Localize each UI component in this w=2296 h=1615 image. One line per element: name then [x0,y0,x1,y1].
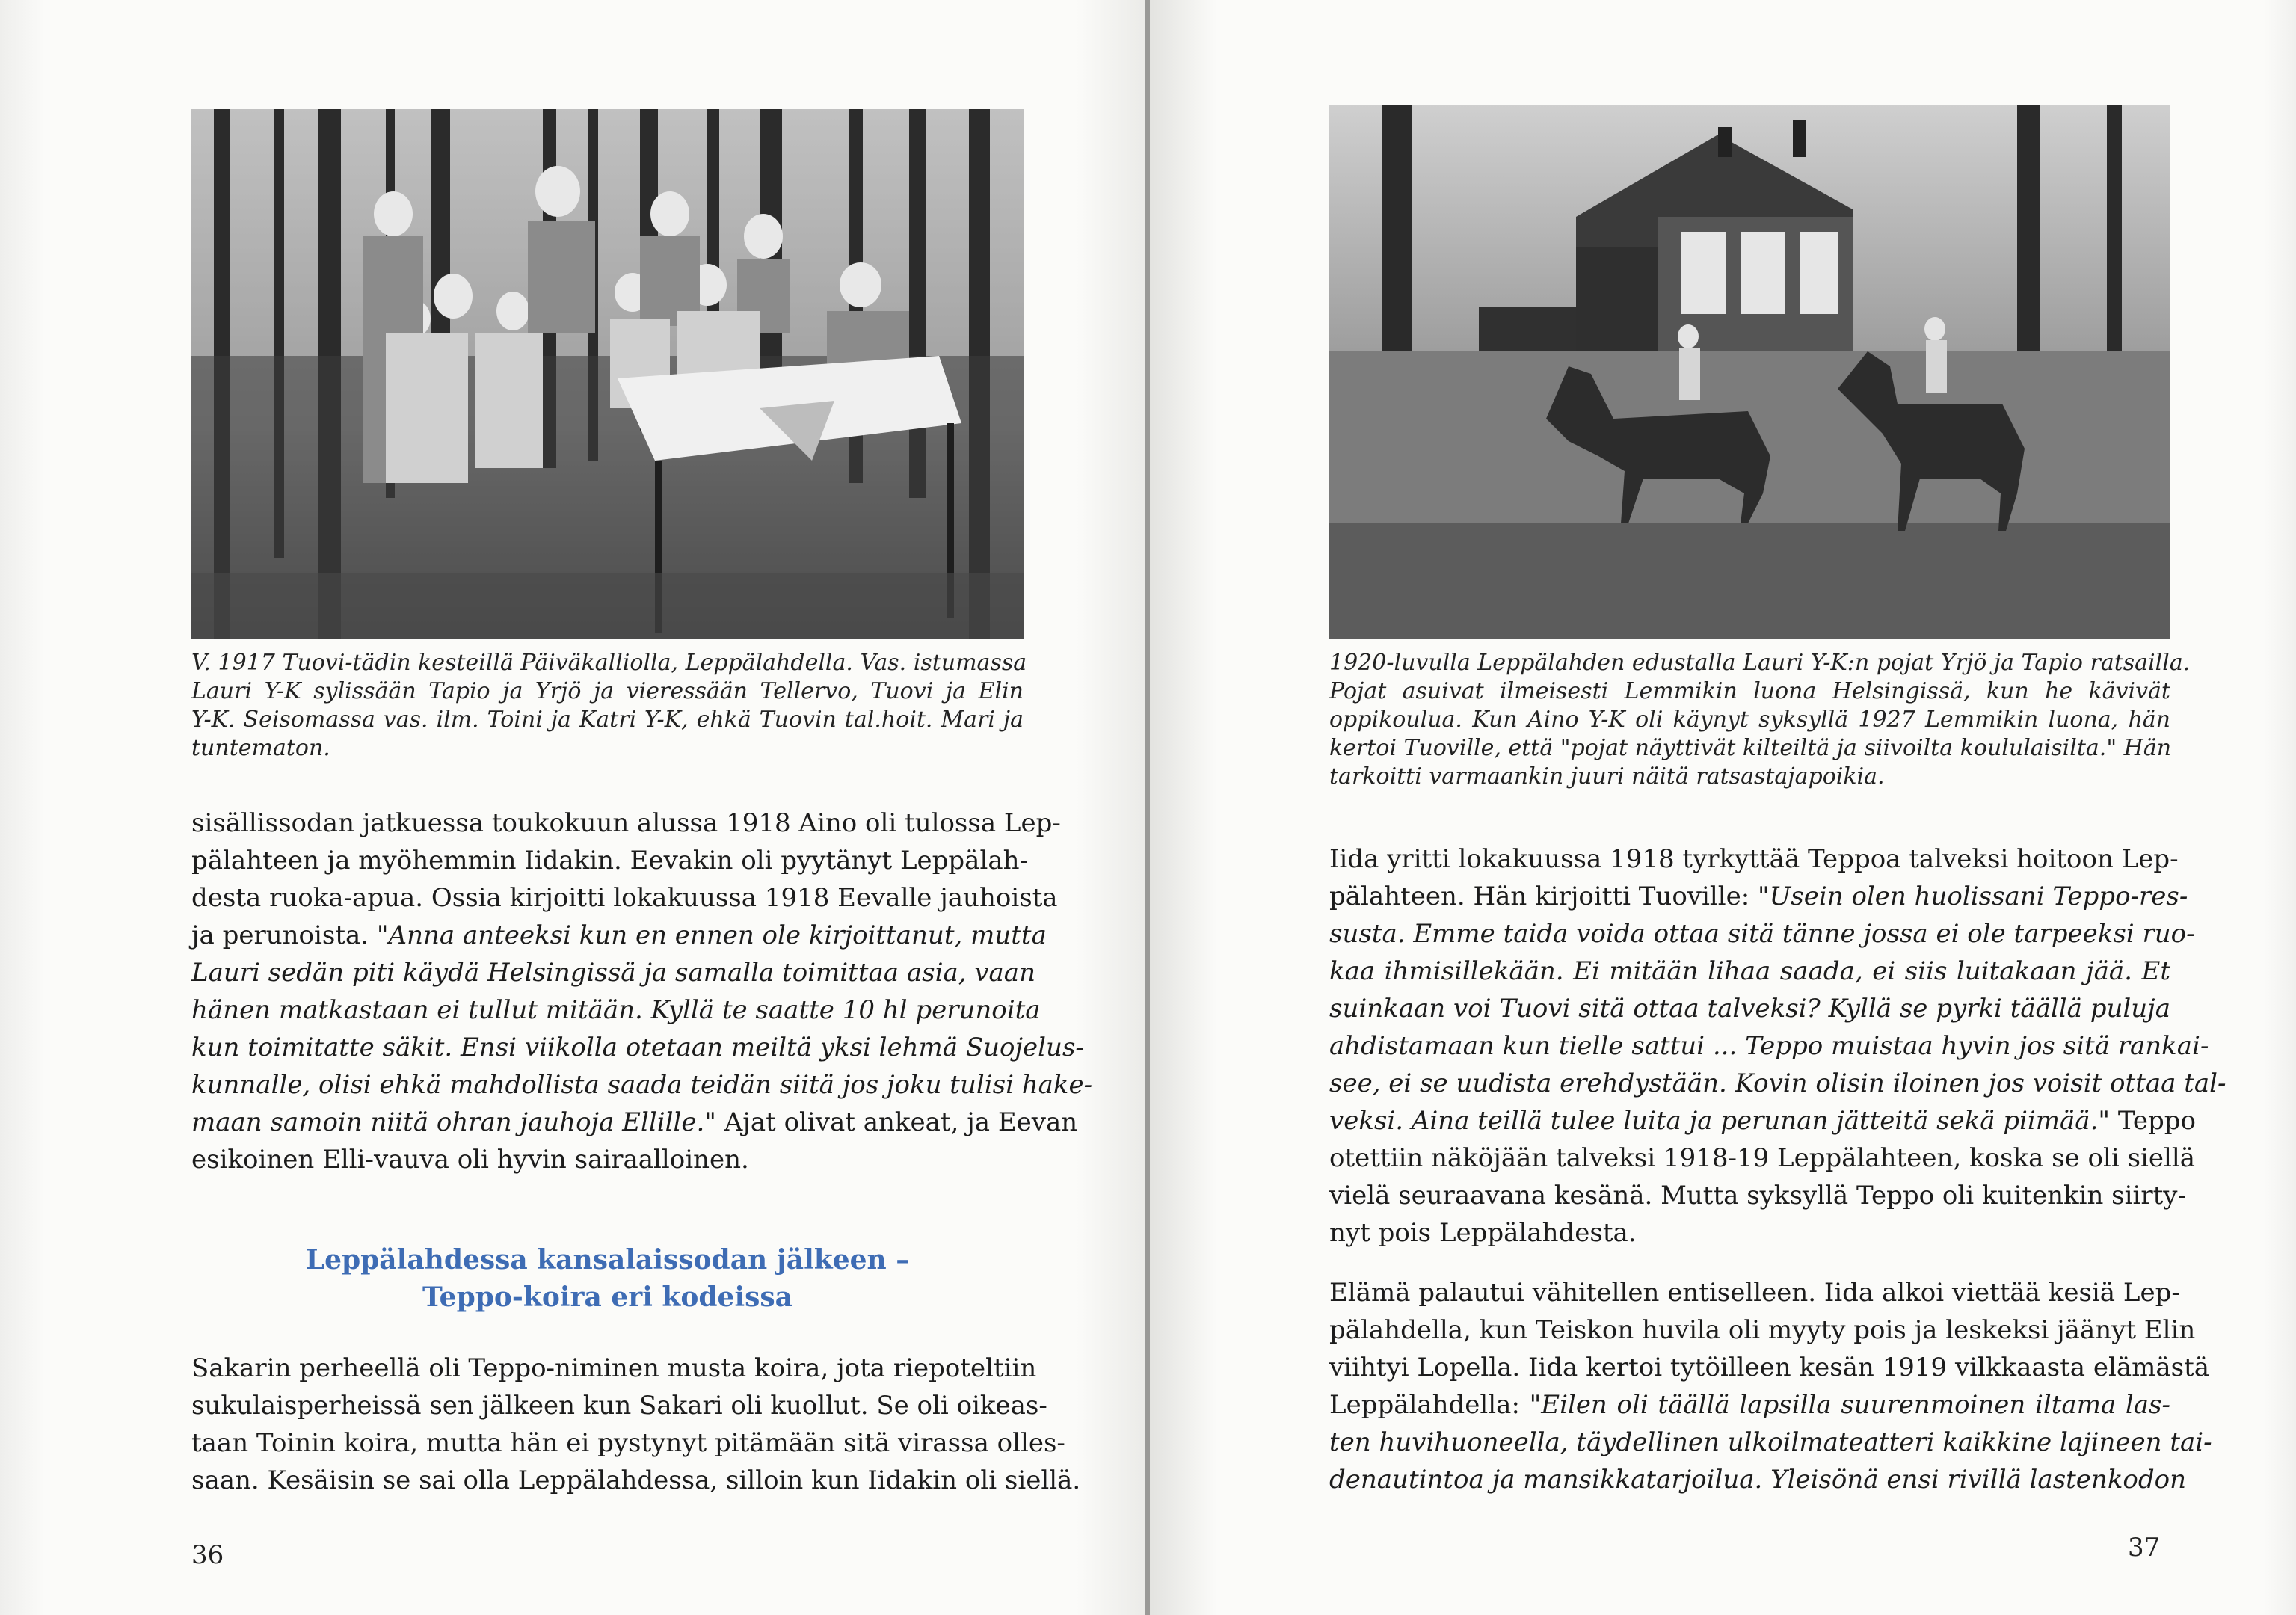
quote-line: denautintoa ja mansikkatarjoilua. Yleisönä ensi rivillä lastenkodon [1329,1465,2187,1495]
text-line: nyt pois Leppälahdesta. [1329,1218,1637,1248]
text-line: taan Toinin koira, mutta hän ei pystynyt pitämään sitä virassa olles- [191,1428,1065,1458]
caption-line: Y-K. Seisomassa vas. ilm. Toini ja Katri Y-K, ehkä Tuovin tal.hoit. Mari ja [191,707,1024,733]
text-line: otettiin näköjään talveksi 1918-19 Leppälahteen, koska se oli siellä [1329,1143,2196,1173]
page-number: 36 [191,1540,224,1570]
text-line [191,917,1047,954]
text-run: Ajat olivat ankeat, ja Eevan [724,1107,1078,1137]
body-paragraph-2 [1329,1274,2212,1498]
text-line: viihtyi Lopella. Iida kertoi tytöilleen kesän 1919 vilkkaasta elämästä [1329,1353,2210,1382]
text-line [1329,878,2188,915]
quote-line: kaa ihmisillekään. Ei mitään lihaa saada, ei siis luitakaan jää. Et [1329,956,2170,986]
text-line [191,1104,1078,1141]
heading-line: Leppälahdessa kansalaissodan jälkeen – [305,1244,910,1276]
quote-line: hänen matkastaan ei tullut mitään. Kyllä te saatte 10 hl perunoita [191,995,1041,1025]
quote-run: "Anna anteeksi kun en ennen ole kirjoittanut, mutta [376,920,1047,950]
caption-line: 1920-luvulla Leppälahden edustalla Lauri Y-K:n pojat Yrjö ja Tapio ratsailla. [1329,650,2191,676]
text-line: esikoinen Elli-vauva oli hyvin sairaalloinen. [191,1145,749,1175]
right-page [1150,0,2296,1615]
text-line: pälahdella, kun Teiskon huvila oli myyty pois ja leskeksi jäänyt Elin [1329,1315,2196,1345]
heading-line: Teppo-koira eri kodeissa [422,1282,792,1313]
page-number: 37 [2128,1533,2161,1563]
horse-riders-photo [1329,105,2170,639]
text-line [1329,1102,2197,1139]
text-line: Sakarin perheellä oli Teppo-niminen musta koira, jota riepoteltiin [191,1353,1037,1383]
text-run: Teppo [2117,1106,2197,1136]
quote-line: kun toimitatte säkit. Ensi viikolla otetaan meiltä yksi lehmä Suojelus- [191,1033,1084,1062]
text-line: pälahteen ja myöhemmin Iidakin. Eevakin oli pyytänyt Leppälah- [191,846,1028,876]
text-line: Iida yritti lokakuussa 1918 tyrkyttää Teppoa talveksi hoitoon Lep- [1329,844,2179,874]
quote-run: maan samoin niitä ohran jauhoja Ellille." [191,1107,716,1137]
caption-line: tarkoitti varmaankin juuri näitä ratsastajapoikia. [1329,763,1885,790]
caption-line: Pojat asuivat ilmeisesti Lemmikin luona Helsingissä, kun he kävivät [1329,678,2170,704]
caption-line: tuntematon. [191,735,330,761]
family-gathering-photo [191,109,1024,639]
section-heading [191,1241,1024,1316]
text-line: sukulaisperheissä sen jälkeen kun Sakari oli kuollut. Se oli oikeas- [191,1391,1047,1421]
caption-line: V. 1917 Tuovi-tädin kesteillä Päiväkalliolla, Leppälahdella. Vas. istumassa [191,650,1027,676]
text-run: ja perunoista. [191,920,369,950]
photo-caption [1329,649,2191,791]
text-run: Leppälahdella: [1329,1390,1520,1420]
text-line: desta ruoka-apua. Ossia kirjoitti lokakuussa 1918 Eevalle jauhoista [191,883,1058,913]
quote-line: Lauri sedän piti käydä Helsingissä ja samalla toimittaa asia, vaan [191,958,1035,988]
quote-line: ten huvihuoneella, täydellinen ulkoilmateatteri kaikkine lajineen tai- [1329,1427,2212,1457]
text-line: Elämä palautui vähitellen entiselleen. Iida alkoi viettää kesiä Lep- [1329,1278,2180,1308]
quote-line: see, ei se uudista erehdystään. Kovin olisin iloinen jos voisit ottaa tal- [1329,1068,2226,1098]
text-line [1329,1386,2170,1424]
text-run: pälahteen. Hän kirjoitti Tuoville: [1329,882,1750,911]
left-page [0,0,1145,1615]
quote-run: veksi. Aina teillä tulee luita ja perunan jätteitä sekä piimää." [1329,1106,2111,1136]
quote-line: ahdistamaan kun tielle sattui ... Teppo muistaa hyvin jos sitä rankai- [1329,1031,2209,1061]
quote-run: "Eilen oli täällä lapsilla suurenmoinen iltama las- [1529,1390,2170,1420]
body-paragraph-1 [1329,840,2226,1252]
caption-line: Lauri Y-K sylissään Tapio ja Yrjö ja vieressään Tellervo, Tuovi ja Elin [191,678,1024,704]
caption-line: kertoi Tuoville, että "pojat näyttivät kilteiltä ja siivoilta koululaisilta." Hän [1329,735,2172,761]
text-line: sisällissodan jatkuessa toukokuun alussa 1918 Aino oli tulossa Lep- [191,808,1061,838]
text-line: vielä seuraavana kesänä. Mutta syksyllä Teppo oli kuitenkin siirty- [1329,1181,2186,1211]
quote-line: susta. Emme taida voida ottaa sitä tänne jossa ei ole tarpeeksi ruo- [1329,919,2195,949]
body-paragraph-1 [191,805,1093,1178]
caption-line: oppikoulua. Kun Aino Y-K oli käynyt syksyllä 1927 Lemmikin luona, hän [1329,707,2170,733]
quote-run: "Usein olen huolissani Teppo-res- [1758,882,2188,911]
quote-line: suinkaan voi Tuovi sitä ottaa talveksi? Kyllä se pyrki täällä puluja [1329,994,2170,1024]
photo-caption [191,649,1027,763]
quote-line: kunnalle, olisi ehkä mahdollista saada teidän siitä jos joku tulisi hake- [191,1070,1093,1100]
body-paragraph-2 [191,1350,1081,1499]
text-line: saan. Kesäisin se sai olla Leppälahdessa, silloin kun Iidakin oli siellä. [191,1465,1081,1495]
